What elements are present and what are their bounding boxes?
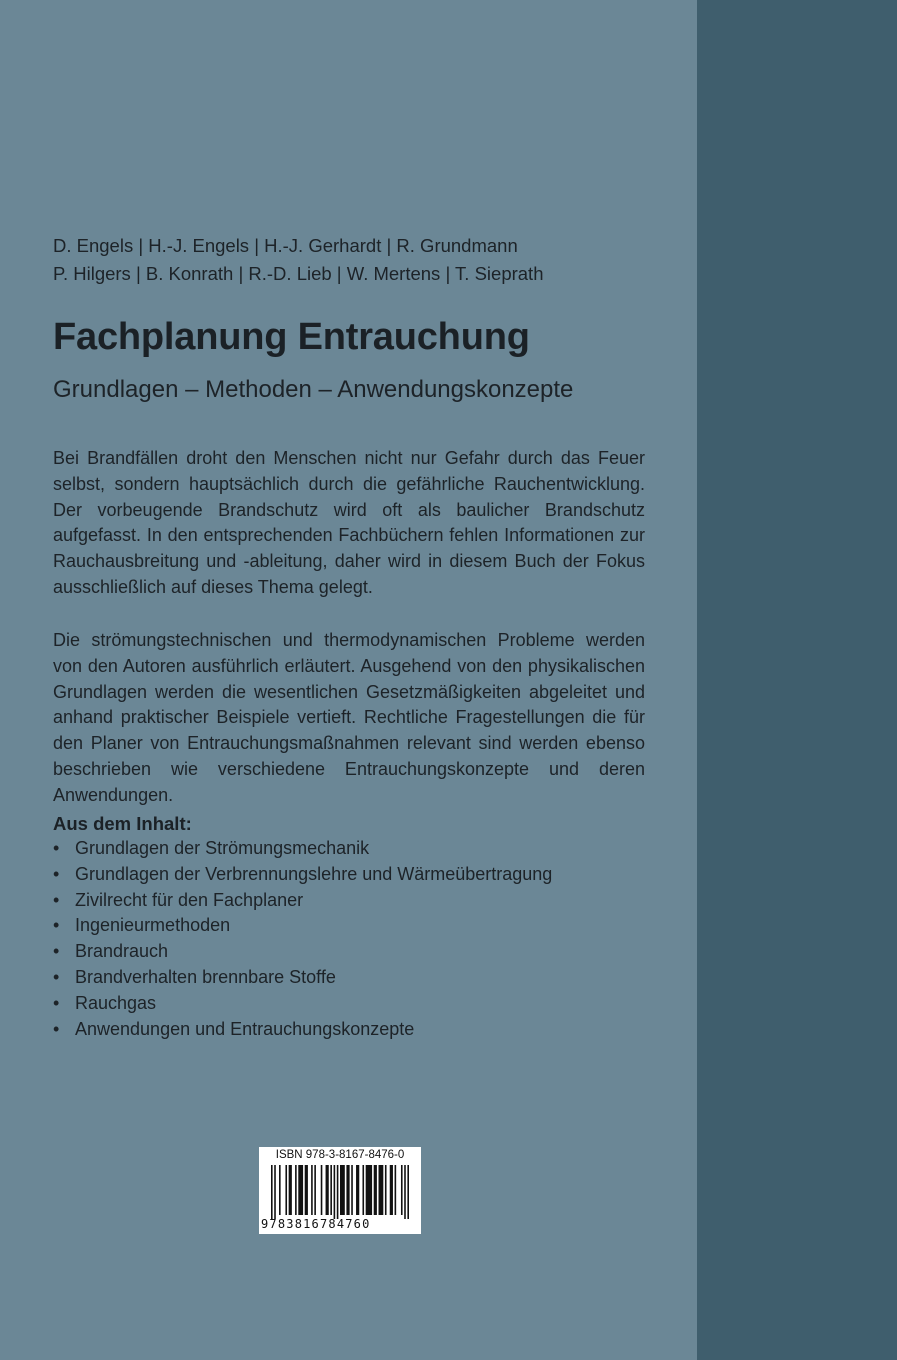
barcode-bar — [289, 1165, 292, 1215]
barcode-bar — [326, 1165, 329, 1215]
isbn-label: ISBN 978-3-8167-8476-0 — [275, 1149, 405, 1161]
barcode-bar — [395, 1165, 397, 1215]
barcode-bar — [407, 1165, 409, 1219]
barcode-bar — [366, 1165, 372, 1215]
contents-item: • Grundlagen der Verbrennungslehre und Wärmeübertragung — [53, 862, 552, 888]
bullet-icon: • — [53, 1018, 60, 1039]
barcode-bar — [346, 1165, 349, 1215]
barcode-bar — [356, 1165, 359, 1215]
contents-item: • Brandrauch — [53, 939, 552, 965]
barcode-bar — [271, 1165, 273, 1219]
contents-item: • Grundlagen der Strömungsmechanik — [53, 836, 552, 862]
barcode-bar — [330, 1165, 332, 1215]
contents-heading: Aus dem Inhalt: — [53, 813, 192, 834]
description-paragraph-1: Bei Brandfällen droht den Menschen nicht nur Gefahr durch das Feuer selbst, sondern hauptsächlich durch die gefährliche Rauchentwicklung. Der vorbeugende Brandschutz wird oft als baulicher Brandschutz aufgefasst. In den entsprechenden Fachbüchern fehlen Informationen zur Rauchausbreitung und -ableitung, daher wird in diesem Buch der Fokus ausschließlich auf dieses Thema gelegt. — [53, 448, 645, 597]
barcode-bar — [401, 1165, 403, 1215]
barcode-bar — [295, 1165, 297, 1215]
barcode-bar — [374, 1165, 377, 1215]
barcode-bar — [314, 1165, 316, 1215]
bullet-icon: • — [53, 863, 60, 884]
bullet-icon: • — [53, 966, 60, 987]
contents-item: • Ingenieurmethoden — [53, 913, 552, 939]
barcode-bar — [390, 1165, 393, 1215]
contents-item: • Zivilrecht für den Fachplaner — [53, 888, 552, 914]
author-line-2: P. Hilgers | B. Konrath | R.-D. Lieb | W. Mertens | T. Sieprath — [53, 263, 544, 284]
contents-list — [53, 836, 552, 1042]
author-line-1: D. Engels | H.-J. Engels | H.-J. Gerhardt | R. Grundmann — [53, 235, 518, 256]
ean-digits: 9783816784760 — [261, 1217, 371, 1231]
description-paragraph-2: Die strömungstechnischen und thermodynamischen Probleme werden von den Autoren ausführlich erläutert. Ausgehend von den physikalischen Grundlagen werden die wesentlichen Gesetzmäßigkeiten abgeleitet und anhand praktischer Beispiele vertieft. Rechtliche Fragestellungen die für den Planer von Entrauchungsmaßnahmen relevant sind werden ebenso beschrieben wie verschiedene Entrauchungskonzepte und deren Anwendungen. — [53, 630, 645, 805]
barcode-bar — [379, 1165, 384, 1215]
barcode-bar — [385, 1165, 387, 1215]
barcode-bar — [274, 1165, 276, 1219]
barcode-bar — [285, 1165, 287, 1215]
bullet-icon: • — [53, 838, 60, 858]
barcode-bar — [337, 1165, 339, 1219]
barcode-bar — [321, 1165, 323, 1215]
bullet-icon: • — [53, 889, 60, 910]
barcode-bars-icon — [271, 1165, 409, 1219]
spine-band — [697, 0, 897, 1360]
barcode-bar — [334, 1165, 336, 1219]
barcode-bar — [279, 1165, 281, 1215]
barcode-bar — [298, 1165, 303, 1215]
bullet-icon: • — [53, 915, 60, 936]
barcode-bar — [340, 1165, 345, 1215]
book-subtitle: Grundlagen – Methoden – Anwendungskonzepte — [53, 376, 574, 403]
barcode-bar — [404, 1165, 406, 1219]
contents-item: • Brandverhalten brennbare Stoffe — [53, 965, 552, 991]
book-title: Fachplanung Entrauchung — [53, 316, 530, 358]
barcode-bar — [305, 1165, 308, 1215]
contents-item: • Anwendungen und Entrauchungskonzepte — [53, 1017, 552, 1043]
barcode-bar — [351, 1165, 353, 1215]
isbn-barcode — [259, 1147, 421, 1234]
author-list — [53, 232, 645, 288]
bullet-icon: • — [53, 992, 60, 1013]
bullet-icon: • — [53, 941, 60, 962]
barcode-bar — [362, 1165, 364, 1215]
contents-item: • Rauchgas — [53, 991, 552, 1017]
barcode-bar — [311, 1165, 313, 1215]
